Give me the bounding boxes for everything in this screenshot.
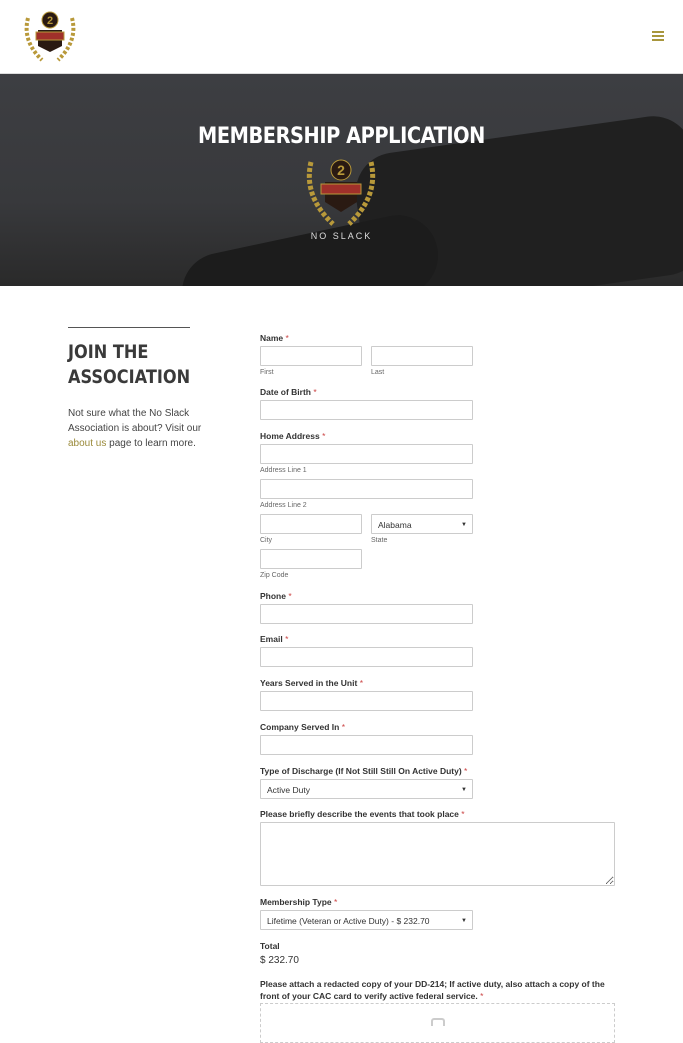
phone-input[interactable]: [260, 604, 473, 624]
file-upload-dropzone[interactable]: [260, 1003, 615, 1043]
svg-text:2: 2: [337, 162, 345, 178]
address-label: Home Address *: [260, 431, 326, 441]
years-field-group: [260, 677, 473, 711]
site-header: [0, 0, 683, 74]
address-line1-input[interactable]: [260, 444, 473, 464]
address-line2-input[interactable]: [260, 479, 473, 499]
address-line1-sublabel: Address Line 1: [260, 467, 307, 474]
last-sublabel: Last: [371, 369, 385, 376]
hero-banner: [0, 74, 683, 286]
about-us-link[interactable]: about us: [68, 438, 107, 449]
events-textarea[interactable]: [260, 822, 615, 886]
attach-label: Please attach a redacted copy of your DD-214; If active duty, also attach a copy of the front of your CAC card to verify active federal service. *: [260, 979, 605, 1001]
dob-field-group: [260, 386, 473, 420]
intro-text: [68, 406, 218, 451]
phone-label: Phone *: [260, 591, 292, 601]
first-sublabel: First: [260, 369, 274, 376]
hamburger-icon[interactable]: [652, 31, 664, 41]
dropdown-arrow-icon: ▼: [461, 918, 467, 924]
intro-text-end: page to learn more.: [106, 438, 196, 449]
attach-field-group: [260, 978, 615, 1002]
dob-label: Date of Birth *: [260, 387, 317, 397]
membership-select[interactable]: Lifetime (Veteran or Active Duty) - $ 232.70 ▼: [260, 910, 473, 930]
upload-icon: [431, 1018, 445, 1026]
emblem-logo: [301, 156, 381, 228]
divider: [68, 327, 190, 328]
zip-input[interactable]: [260, 549, 362, 569]
phone-field-group: [260, 590, 473, 624]
name-field-group: [260, 332, 473, 378]
address-field-group: [260, 430, 473, 581]
state-sublabel: State: [371, 537, 388, 544]
heading-line-1: JOIN THE: [68, 341, 149, 363]
total-label: Total: [260, 941, 280, 951]
dropdown-arrow-icon: ▼: [461, 522, 467, 528]
page-title: MEMBERSHIP APPLICATION: [198, 124, 485, 149]
company-input[interactable]: [260, 735, 473, 755]
section-heading: [68, 340, 190, 390]
svg-text:2: 2: [46, 15, 54, 27]
company-field-group: [260, 721, 473, 755]
state-select[interactable]: Alabama ▼: [371, 514, 473, 534]
events-label: Please briefly describe the events that took place *: [260, 809, 465, 819]
events-field-group: [260, 808, 615, 886]
site-logo[interactable]: [18, 6, 82, 66]
address-line2-sublabel: Address Line 2: [260, 502, 307, 509]
intro-text-start: Not sure what the No Slack Association is about? Visit our: [68, 408, 202, 434]
discharge-label: Type of Discharge (If Not Still Still On Active Duty) *: [260, 766, 468, 776]
years-input[interactable]: [260, 691, 473, 711]
years-label: Years Served in the Unit *: [260, 678, 364, 688]
email-field-group: [260, 633, 473, 667]
total-value: $ 232.70: [260, 955, 299, 966]
discharge-field-group: [260, 765, 473, 799]
zip-sublabel: Zip Code: [260, 572, 289, 579]
membership-field-group: [260, 896, 473, 930]
membership-label: Membership Type *: [260, 897, 338, 907]
name-label: Name *: [260, 333, 289, 343]
email-input[interactable]: [260, 647, 473, 667]
city-sublabel: City: [260, 537, 273, 544]
last-name-input[interactable]: [371, 346, 473, 366]
first-name-input[interactable]: [260, 346, 362, 366]
company-label: Company Served In *: [260, 722, 346, 732]
discharge-select[interactable]: Active Duty ▼: [260, 779, 473, 799]
city-input[interactable]: [260, 514, 362, 534]
heading-line-2: ASSOCIATION: [68, 366, 191, 388]
dropdown-arrow-icon: ▼: [461, 787, 467, 793]
email-label: Email *: [260, 634, 289, 644]
total-group: [260, 940, 299, 966]
dob-input[interactable]: [260, 400, 473, 420]
hero-tagline: NO SLACK: [310, 231, 373, 241]
